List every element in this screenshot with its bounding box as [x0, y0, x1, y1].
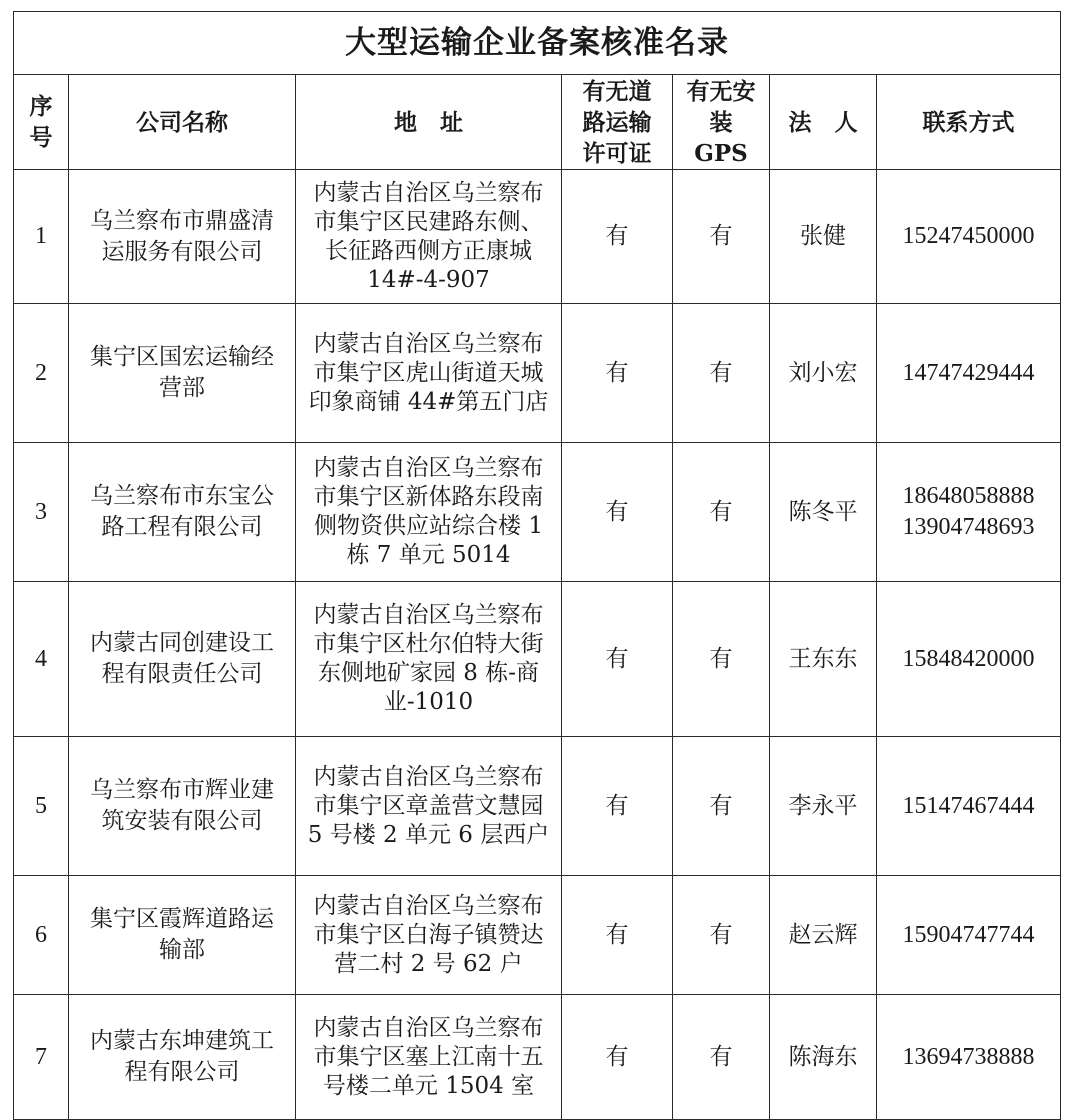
cell-seq: 5 [14, 737, 69, 876]
cell-address: 内蒙古自治区乌兰察布市集宁区杜尔伯特大街东侧地矿家园 8 栋-商业-1010 [296, 582, 562, 737]
phone-number: 15247450000 [902, 223, 1035, 249]
cell-legal: 王东东 [770, 582, 877, 737]
cell-company: 集宁区国宏运输经营部 [69, 304, 296, 443]
cell-legal: 张健 [770, 170, 877, 304]
cell-contact [877, 170, 1061, 304]
header-contact: 联系方式 [877, 75, 1061, 170]
cell-company: 乌兰察布市辉业建筑安装有限公司 [69, 737, 296, 876]
cell-permit: 有 [562, 737, 673, 876]
header-legal: 法 人 [770, 75, 877, 170]
table-row [14, 304, 1061, 443]
cell-address: 内蒙古自治区乌兰察布市集宁区塞上江南十五号楼二单元 1504 室 [296, 995, 562, 1120]
cell-permit: 有 [562, 304, 673, 443]
cell-legal: 李永平 [770, 737, 877, 876]
table-title: 大型运输企业备案核准名录 [14, 12, 1061, 75]
table-row [14, 737, 1061, 876]
cell-contact [877, 443, 1061, 582]
cell-gps: 有 [673, 876, 770, 995]
registry-table [13, 11, 1061, 1120]
phone-number: 18648058888 [902, 483, 1035, 509]
cell-contact [877, 582, 1061, 737]
header-seq: 序号 [14, 75, 69, 170]
cell-seq: 2 [14, 304, 69, 443]
cell-company: 乌兰察布市鼎盛清运服务有限公司 [69, 170, 296, 304]
table-row [14, 995, 1061, 1120]
table-row [14, 876, 1061, 995]
phone-number: 13904748693 [902, 514, 1035, 540]
cell-seq: 1 [14, 170, 69, 304]
cell-seq: 7 [14, 995, 69, 1120]
cell-company: 集宁区霞辉道路运输部 [69, 876, 296, 995]
phone-number: 15904747744 [902, 921, 1035, 948]
header-company: 公司名称 [69, 75, 296, 170]
cell-permit: 有 [562, 443, 673, 582]
cell-permit: 有 [562, 876, 673, 995]
cell-gps: 有 [673, 304, 770, 443]
cell-company: 内蒙古同创建设工程有限责任公司 [69, 582, 296, 737]
cell-permit: 有 [562, 995, 673, 1120]
cell-legal: 刘小宏 [770, 304, 877, 443]
phone-number: 13694738888 [902, 1043, 1035, 1070]
cell-permit: 有 [562, 582, 673, 737]
header-gps: 有无安装 GPS [673, 75, 770, 170]
cell-address: 内蒙古自治区乌兰察布市集宁区新体路东段南侧物资供应站综合楼 1 栋 7 单元 5014 [296, 443, 562, 582]
cell-address: 内蒙古自治区乌兰察布市集宁区白海子镇赞达营二村 2 号 62 户 [296, 876, 562, 995]
cell-contact [877, 304, 1061, 443]
header-permit: 有无道路运输许可证 [562, 75, 673, 170]
cell-contact [877, 876, 1061, 995]
cell-gps: 有 [673, 995, 770, 1120]
cell-address: 内蒙古自治区乌兰察布市集宁区民建路东侧、长征路西侧方正康城 14#-4-907 [296, 170, 562, 304]
cell-company: 乌兰察布市东宝公路工程有限公司 [69, 443, 296, 582]
phone-number: 15848420000 [902, 645, 1035, 672]
cell-address: 内蒙古自治区乌兰察布市集宁区章盖营文慧园 5 号楼 2 单元 6 层西户 [296, 737, 562, 876]
phone-number: 15147467444 [902, 792, 1035, 819]
cell-contact [877, 995, 1061, 1120]
cell-legal: 陈冬平 [770, 443, 877, 582]
cell-gps: 有 [673, 443, 770, 582]
cell-permit: 有 [562, 170, 673, 304]
phone-number: 14747429444 [902, 359, 1035, 386]
table-body [14, 170, 1061, 1120]
header-row [14, 75, 1061, 170]
cell-gps: 有 [673, 582, 770, 737]
cell-seq: 4 [14, 582, 69, 737]
cell-address: 内蒙古自治区乌兰察布市集宁区虎山街道天城印象商铺 44#第五门店 [296, 304, 562, 443]
cell-contact [877, 737, 1061, 876]
table-row [14, 443, 1061, 582]
registry-sheet [13, 11, 1060, 1120]
cell-company: 内蒙古东坤建筑工程有限公司 [69, 995, 296, 1120]
header-address: 地 址 [296, 75, 562, 170]
table-row [14, 170, 1061, 304]
table-row [14, 582, 1061, 737]
cell-legal: 陈海东 [770, 995, 877, 1120]
cell-legal: 赵云辉 [770, 876, 877, 995]
cell-gps: 有 [673, 170, 770, 304]
cell-seq: 3 [14, 443, 69, 582]
cell-gps: 有 [673, 737, 770, 876]
cell-seq: 6 [14, 876, 69, 995]
